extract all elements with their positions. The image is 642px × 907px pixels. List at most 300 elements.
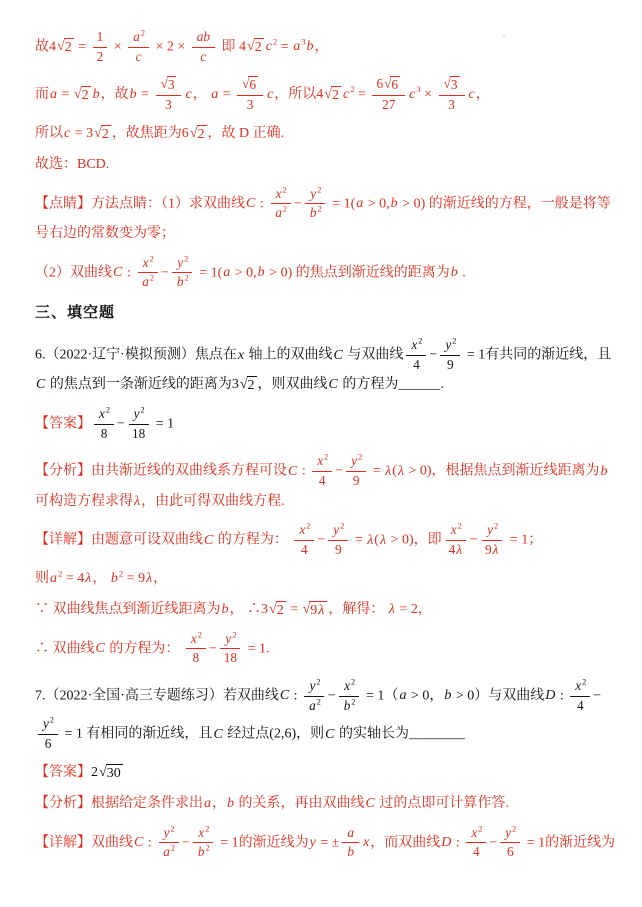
fraction: [172, 255, 193, 291]
fraction: [304, 678, 325, 714]
answer-6: [35, 405, 616, 443]
text-run: (: [392, 463, 397, 479]
superscript: 2: [457, 521, 462, 531]
text-run: 轴上的双曲线: [245, 347, 333, 363]
superscript: 2: [282, 185, 287, 195]
text-run: =: [286, 602, 302, 618]
text-run: ，所以4: [274, 87, 324, 103]
math-variable: b: [197, 844, 205, 860]
text-run: =: [277, 39, 293, 55]
text-run: 2: [247, 378, 255, 394]
math-variable: y: [487, 522, 494, 538]
text-run: （2）双曲线: [35, 265, 112, 281]
math-variable: λ: [456, 541, 463, 557]
radical: [384, 76, 400, 94]
radicand: [309, 601, 327, 620]
math-variable: a: [204, 796, 211, 812]
text-run: 的实轴长为________: [335, 726, 465, 742]
math-variable: c: [409, 87, 416, 103]
text-run: ×: [420, 87, 436, 103]
fraction-numerator: [500, 825, 520, 844]
text-run: ，故: [100, 87, 129, 103]
math-variable: λ: [134, 493, 141, 509]
superscript: 2: [582, 677, 587, 687]
radical: [247, 38, 264, 57]
math-variable: a: [275, 205, 282, 221]
math-variable: y: [445, 337, 452, 353]
math-variable: λ: [379, 532, 387, 548]
tips-note-2: [35, 254, 616, 292]
math-variable: C: [213, 726, 223, 742]
superscript: 2: [282, 205, 288, 214]
fraction: [220, 631, 241, 667]
fraction-numerator: [305, 186, 325, 205]
superscript: 2: [306, 521, 311, 531]
radical-sign: √: [239, 377, 248, 393]
math-variable: a: [163, 844, 170, 860]
math-variable: c: [200, 48, 207, 64]
fraction-denominator: [220, 649, 241, 667]
text-run: 2: [197, 127, 205, 143]
math-variable: y: [177, 254, 184, 270]
text-run: = ±: [316, 835, 340, 851]
stray-mark: =: [502, 33, 506, 41]
detail-6-line-2: [35, 568, 616, 590]
math-variable: c: [185, 87, 192, 103]
fraction-denominator: [243, 96, 258, 114]
text-run: −: [335, 463, 344, 479]
text-run: 4: [301, 541, 308, 557]
math-variable: C: [279, 688, 290, 704]
fraction-denominator: [189, 649, 204, 667]
math-variable: x: [99, 406, 105, 422]
fraction-numerator: [128, 29, 149, 48]
math-variable: λ: [492, 541, 499, 557]
fraction-denominator: [409, 356, 424, 374]
superscript: 2: [49, 715, 55, 725]
text-run: 8: [192, 650, 200, 666]
superscript: 3: [301, 36, 306, 47]
fraction-denominator: [41, 735, 56, 753]
superscript: 2: [197, 630, 202, 640]
text-run: .: [458, 265, 466, 281]
text-run: 18: [131, 425, 146, 441]
text-run: ∴ 双曲线: [35, 641, 95, 657]
text-run: 可构造方程求得: [35, 493, 133, 509]
text-run: 【详解】双曲线: [35, 835, 133, 851]
fraction-numerator: [446, 522, 466, 541]
fraction-denominator: [315, 472, 330, 490]
text-run: 6: [376, 76, 384, 92]
text-run: ，而双曲线: [370, 835, 441, 851]
text-run: > 0,: [231, 265, 257, 281]
radicand: [331, 86, 341, 105]
superscript: 2: [351, 697, 356, 707]
text-run: ，: [475, 87, 490, 103]
math-variable: x: [411, 337, 418, 353]
text-run: 3: [165, 96, 172, 112]
text-run: = 1有共同的渐近线，且: [463, 347, 612, 363]
fraction-numerator: [482, 522, 502, 541]
fraction: [570, 678, 590, 714]
math-variable: x: [275, 185, 282, 201]
fraction-numerator: [220, 631, 240, 650]
fraction-denominator: [342, 843, 359, 861]
problem-7-statement: [35, 677, 616, 753]
radical: [99, 764, 123, 783]
math-variable: b: [227, 796, 234, 812]
text-run: = 1；: [506, 532, 543, 548]
math-variable: C: [333, 347, 343, 363]
text-run: =: [58, 87, 73, 103]
math-variable: a: [142, 274, 149, 290]
text-run: =: [351, 532, 367, 548]
math-variable: b: [221, 602, 229, 618]
text-run: 【点睛】方法点睛：（1）求双曲线: [35, 196, 245, 212]
radical-sign: √: [302, 602, 311, 618]
text-run: = 1.: [244, 641, 270, 657]
fraction: [294, 522, 314, 558]
text-run: = 1: [152, 416, 175, 432]
fraction-denominator: [158, 843, 179, 861]
math-variable: λ: [367, 532, 374, 548]
radical: [324, 86, 341, 105]
math-variable: b: [444, 688, 452, 704]
math-variable: C: [36, 377, 46, 393]
radical-sign: √: [247, 39, 255, 55]
text-run: 【答案】: [35, 416, 91, 432]
fraction: [445, 522, 467, 558]
math-variable: x: [142, 254, 149, 270]
math-variable: a: [50, 571, 57, 587]
fraction-numerator: [440, 337, 460, 356]
fraction: [406, 337, 426, 373]
text-run: ，: [192, 87, 211, 103]
radical: [190, 125, 207, 144]
solution-line-3: [35, 123, 616, 145]
radical-sign: √: [242, 76, 250, 92]
math-variable: x: [344, 678, 351, 694]
text-run: = 2，: [395, 602, 432, 618]
superscript: 2: [205, 824, 210, 834]
text-run: 3: [246, 96, 254, 112]
text-run: 30: [106, 766, 121, 782]
radical-sign: √: [189, 126, 198, 142]
radical: [240, 376, 257, 395]
text-run: :: [144, 835, 156, 851]
solution-line-2: [35, 75, 616, 114]
radical: [161, 76, 177, 94]
text-run: 故4: [35, 39, 56, 55]
fraction: [328, 522, 348, 558]
superscript: 2: [140, 28, 145, 38]
math-variable: y: [309, 835, 316, 851]
superscript: 2: [184, 254, 189, 264]
math-variable: a: [347, 824, 355, 840]
fraction: [137, 255, 158, 291]
text-run: 4: [473, 844, 480, 860]
math-variable: y: [310, 185, 317, 201]
fraction-denominator: [305, 204, 326, 222]
radical-sign: √: [443, 76, 451, 92]
superscript: 2: [478, 824, 483, 834]
superscript: 2: [272, 36, 278, 47]
fraction-numerator: [186, 631, 206, 650]
fraction: [439, 76, 465, 113]
detail-6-conclusion: [35, 630, 616, 668]
math-variable: b: [347, 844, 355, 860]
superscript: 2: [170, 844, 176, 854]
text-run: =: [219, 87, 235, 103]
text-run: ，: [212, 796, 226, 812]
fraction-numerator: [138, 255, 158, 274]
radical-sign: √: [160, 76, 168, 92]
analysis-7: [35, 793, 616, 815]
math-variable: a: [50, 87, 57, 103]
text-run: 3: [450, 77, 458, 93]
fraction-numerator: [294, 522, 314, 541]
math-variable: b: [450, 265, 458, 281]
superscript: 2: [118, 568, 124, 579]
fraction: [342, 825, 359, 861]
math-variable: a: [356, 196, 364, 212]
fraction-denominator: [378, 96, 399, 114]
fraction-numerator: [38, 716, 58, 735]
text-run: 2: [91, 765, 98, 781]
text-run: 【详解】由题意可设双曲线: [35, 532, 203, 548]
radicand: [450, 76, 460, 94]
fraction-denominator: [297, 541, 312, 559]
fraction-denominator: [161, 96, 176, 114]
fraction-denominator: [131, 48, 147, 66]
text-run: > 0)，即: [387, 532, 442, 548]
superscript: 2: [140, 405, 145, 415]
text-run: = 1(: [195, 265, 223, 281]
math-variable: λ: [146, 571, 153, 587]
fraction-numerator: [237, 76, 263, 96]
text-run: 1: [96, 29, 104, 44]
math-variable: b: [343, 697, 351, 713]
fraction-numerator: [372, 76, 405, 96]
problem-6-statement: [35, 336, 616, 396]
text-run: 【分析】由共渐近线的双曲线系方程可设: [35, 463, 287, 479]
fraction: [186, 631, 206, 667]
text-run: 9: [484, 541, 492, 557]
text-run: 9: [310, 603, 318, 619]
text-run: 所以: [35, 126, 63, 142]
detail-6-line-3: [35, 599, 616, 621]
text-run: > 0）与双曲线: [452, 688, 545, 704]
text-run: 即 4: [218, 39, 247, 55]
radical: [242, 76, 258, 94]
text-run: 的方程为：: [105, 641, 183, 657]
math-variable: C: [246, 196, 256, 212]
fraction-denominator: [444, 96, 459, 114]
math-variable: b: [306, 39, 314, 55]
math-variable: x: [198, 824, 205, 840]
math-variable: C: [134, 835, 144, 851]
fraction-numerator: [328, 522, 348, 541]
text-run: 6: [506, 844, 514, 860]
superscript: 2: [105, 405, 111, 415]
superscript: 2: [232, 630, 237, 640]
text-run: 6: [44, 735, 52, 751]
math-variable: ab: [196, 29, 211, 44]
text-run: = 1的渐近线为: [216, 835, 309, 851]
radical-sign: √: [269, 602, 277, 618]
text-run: 4: [318, 472, 326, 488]
radicand: [64, 38, 74, 57]
text-run: > 0) 的焦点到渐近线的距离为: [265, 265, 450, 281]
fraction: [481, 522, 503, 558]
fraction-numerator: [93, 29, 108, 48]
math-variable: a: [293, 39, 301, 55]
fraction-numerator: [304, 678, 324, 697]
text-run: × 2 ×: [151, 39, 189, 55]
math-variable: x: [299, 522, 306, 538]
fraction-denominator: [349, 472, 364, 490]
analysis-6: [35, 452, 616, 512]
fraction-denominator: [195, 48, 211, 66]
fraction-denominator: [270, 204, 291, 222]
text-run: :: [298, 463, 310, 479]
text-run: 2: [276, 603, 284, 619]
math-variable: a: [133, 29, 140, 44]
fraction: [237, 76, 263, 113]
fraction-denominator: [193, 843, 214, 861]
math-variable: b: [176, 274, 184, 290]
math-variable: C: [113, 265, 123, 281]
fraction: [93, 29, 108, 65]
fraction-denominator: [469, 843, 484, 861]
answer-choice-line: [35, 154, 616, 176]
text-run: 8: [100, 425, 108, 441]
text-run: 9: [334, 541, 342, 557]
radical: [57, 38, 74, 57]
math-variable: c: [267, 87, 274, 103]
answer-7: [35, 762, 616, 784]
text-run: ，则双曲线: [257, 377, 328, 393]
fraction: [312, 453, 332, 489]
text-run: 3: [448, 96, 455, 112]
fraction-numerator: [129, 406, 149, 425]
math-variable: x: [317, 453, 324, 469]
radical: [269, 601, 286, 620]
fraction-denominator: [331, 541, 346, 559]
text-run: −: [294, 196, 302, 212]
text-run: 而: [35, 87, 49, 103]
superscript: 2: [317, 185, 322, 195]
math-variable: y: [163, 824, 170, 840]
math-variable: x: [575, 678, 582, 694]
text-run: 7.（2022·全国·高三专题练习）若双曲线: [35, 688, 279, 704]
text-run: > 0) 的渐近线的方程，一般是将等号右边的常数变为零；: [35, 196, 611, 242]
colored-run: [35, 765, 91, 780]
text-run: 2: [254, 40, 262, 56]
text-run: 2: [96, 48, 104, 64]
text-run: 18: [223, 650, 238, 666]
fraction-numerator: [156, 76, 182, 96]
math-variable: C: [365, 796, 375, 812]
text-run: 2: [64, 40, 72, 56]
text-run: 2: [101, 127, 109, 143]
superscript: 2: [316, 697, 321, 707]
math-variable: b: [257, 265, 265, 281]
radical-sign: √: [99, 765, 107, 781]
text-run: 2: [81, 88, 89, 104]
math-variable: c: [64, 126, 71, 142]
radical: [444, 76, 460, 94]
text-run: ，由此可得双曲线方程.: [141, 493, 285, 509]
text-run: 4: [448, 541, 456, 557]
fraction: [156, 76, 182, 113]
text-run: = 9: [123, 571, 146, 587]
radicand: [167, 76, 177, 94]
text-run: :: [123, 265, 135, 281]
fraction-numerator: [466, 825, 486, 844]
superscript: 2: [58, 568, 63, 579]
radicand: [247, 376, 257, 395]
math-variable: y: [333, 522, 340, 538]
text-run: −: [182, 835, 190, 851]
superscript: 2: [205, 844, 210, 854]
radical: [303, 601, 328, 620]
text-run: ×: [110, 39, 126, 55]
fraction-numerator: [346, 453, 366, 472]
math-variable: λ: [397, 463, 404, 479]
text-run: > 0,: [364, 196, 390, 212]
text-run: 4: [576, 697, 584, 713]
text-run: 与双曲线: [343, 347, 404, 363]
text-run: 的焦点到一条渐近线的距离为3: [46, 377, 239, 393]
text-run: 经过点(2,6)，则: [223, 726, 325, 742]
text-run: 【分析】根据给定条件求出: [35, 796, 203, 812]
text-run: > 0，: [407, 688, 444, 704]
text-run: ，故焦距为6: [111, 126, 189, 142]
math-variable: y: [309, 678, 316, 694]
text-run: :: [556, 688, 568, 704]
text-run: ，: [314, 39, 329, 55]
superscript: 2: [452, 336, 457, 346]
superscript: 2: [317, 205, 322, 214]
fraction: [270, 186, 291, 222]
fraction-numerator: [342, 825, 359, 844]
fraction-denominator: [503, 843, 518, 861]
text-run: −: [327, 688, 336, 704]
math-variable: b: [129, 87, 137, 103]
radicand: [197, 125, 207, 144]
fraction-numerator: [339, 678, 359, 697]
math-variable: b: [309, 205, 317, 221]
superscript: 3: [416, 84, 421, 95]
fraction-denominator: [339, 697, 360, 715]
superscript: 2: [494, 521, 499, 531]
fraction: [94, 406, 114, 442]
text-run: 过的点即可计算作答.: [375, 796, 509, 812]
math-variable: C: [204, 532, 214, 548]
fraction-denominator: [573, 697, 588, 715]
fraction-numerator: [192, 29, 215, 48]
text-run: ， ∴3: [229, 602, 268, 618]
math-variable: x: [190, 630, 197, 646]
radicand: [81, 86, 91, 105]
text-run: =: [369, 463, 385, 479]
fraction: [158, 825, 179, 861]
fraction-numerator: [159, 825, 179, 844]
math-variable: c: [135, 48, 142, 64]
math-variable: a: [223, 265, 231, 281]
text-run: (: [374, 532, 379, 548]
